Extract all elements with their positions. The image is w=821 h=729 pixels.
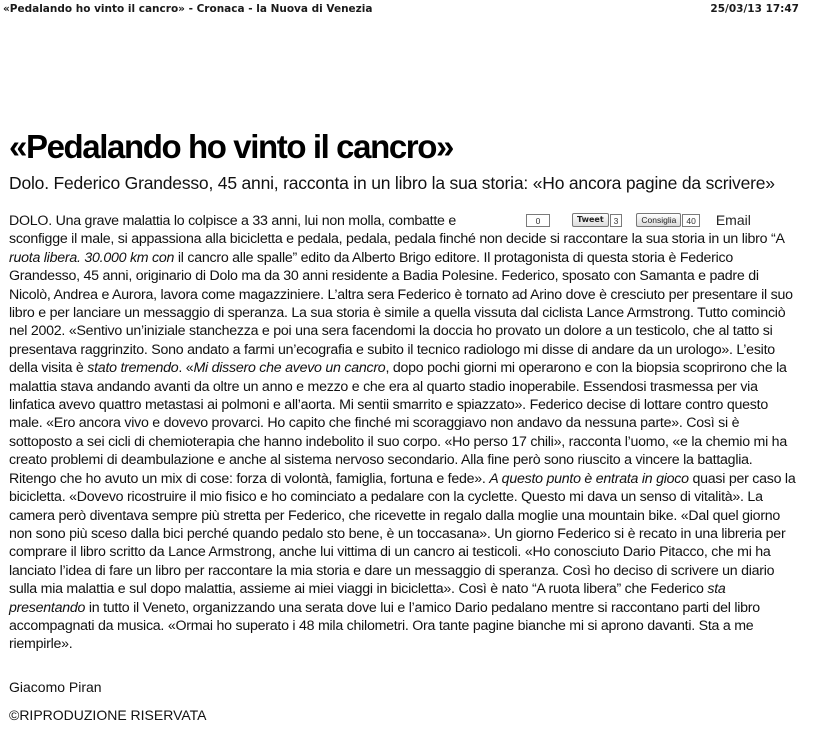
article-body-run: , dopo pochi giorni mi operarono e con la biopsia scoprirono che la malattia stava andando avanti da oltre un anno e mezzo e che era al quarto stadio inoperabile. Essendosi trasmessa per via linfatica avevo quattro metastasi ai polmoni e all’aorta. Mi sentii smarrito e spiazzato». Federico decise di lottare contro questo male. «Ero ancora vivo e dovevo provarci. Ho capito che finché mi scoraggiavo non andavo da nessuna parte». Così si è sottoposto a sei cicli di chemioterapia che hanno indebolito il suo corpo. «Ho perso 17 chili», racconta l’uomo, «e la chemio mi ha creato problemi di deambulazione e anche al sistema nervoso secondario. Alla fine però sono riuscito a vincere la battaglia. Ritengo che ho avuto un mix di cose: forza di volontà, famiglia, fortuna e fede». <box>9 360 787 487</box>
copyright-notice: ©RIPRODUZIONE RISERVATA <box>9 707 207 723</box>
article-author: Giacomo Piran <box>9 679 102 695</box>
consiglia-count: 40 <box>682 214 699 227</box>
article-body-italic: Mi dissero che avevo un cancro <box>193 360 386 377</box>
article-body-italic: A questo punto è entrata in gioco <box>489 470 689 487</box>
article-body-text <box>9 213 795 652</box>
tweet-count: 3 <box>610 214 623 227</box>
like-count: 0 <box>526 214 550 227</box>
article-body-run: il cancro alle spalle” edito da Alberto Brigo editore. Il protagonista di questa storia è Federico Grandesso, 45 anni, originario di Dolo ma da 30 anni residente a Badia Polesine. Federico, sposato con Samanta e padre di Nicolò, Andrea e Aurora, lavora come magazziniere. L’altra sera Federico è tornato ad Arino dove è cresciuto per presentare il suo libro e per lanciare un messaggio di speranza. La sua storia è simile a quella vissuta dal ciclista Lance Armstrong. Tutto cominciò nel 2002. «Sentivo un’iniziale stanchezza e poi una sera facendomi la doccia ho provato un dolore a un testicolo, che al tatto si presentava raggrinzito. Sono andato a farmi un’ecografia e subito il tecnico radiologo mi disse di andare da un urologo». L’esito della visita è <box>9 249 793 377</box>
print-date: 25/03/13 17:47 <box>710 3 799 15</box>
article-body-run: in tutto il Veneto, organizzando una serata dove lui e l’amico Dario pedalano mentre si raccontano parti del libro accompagnati da musica. «Ormai ho superato i 48 mila chilometri. Ora tante pagine bianche mi si aprono davanti. Sta a me riempirle». <box>9 599 760 653</box>
article-body-run: . « <box>178 360 194 377</box>
article-body-run: quasi per caso la bicicletta. «Dovevo ricostruire il mio fisico e ho cominciato a pedalare con la cyclette. Questo mi dava un senso di vitalità». La camera però diventava sempre più stretta per Federico, che ricevette in regalo dalla moglie una mountain bike. «Dal quel giorno non sono più sceso dalla bici perché quando pedalo sto bene, è un toccasana». Un giorno Federico si è recato in una libreria per comprare il libro scritto da Lance Armstrong, anche lui vittima di un cancro ai testicoli. «Ho conosciuto Dario Pitacco, che mi ha lanciato l’idea di fare un libro per raccontare la mia storia e dare un messaggio di speranza. Così ho deciso di scrivere un diario sulla mia malattia e sul dopo malattia, assieme ai miei viaggi in bicicletta». Così è nato “A ruota libera” che Federico <box>9 470 796 598</box>
article-body-italic: ruota libera. 30.000 km con <box>9 249 175 266</box>
print-header <box>3 3 799 15</box>
email-link[interactable]: Email <box>715 212 751 228</box>
tweet-button[interactable]: Tweet <box>572 213 609 227</box>
consiglia-button[interactable]: Consiglia <box>636 213 681 227</box>
article-subtitle: Dolo. Federico Grandesso, 45 anni, racconta in un libro la sua storia: «Ho ancora pagine da scrivere» <box>9 173 775 193</box>
article-body-italic: sta presentando <box>9 581 726 616</box>
share-bar-spacer <box>509 212 801 230</box>
article-body-italic: stato tremendo <box>87 360 179 377</box>
article-body <box>9 212 801 654</box>
article-body-run: DOLO. Una grave malattia lo colpisce a 33 anni, lui non molla, combatte e sconfigge il male, si appassiona alla bicicletta e pedala, pedala, pedala finché non decide si raccontare la sua storia in un libro “A <box>9 213 784 248</box>
article-title: «Pedalando ho vinto il cancro» <box>9 128 453 165</box>
print-page-title: «Pedalando ho vinto il cancro» - Cronaca - la Nuova di Venezia <box>3 3 373 15</box>
